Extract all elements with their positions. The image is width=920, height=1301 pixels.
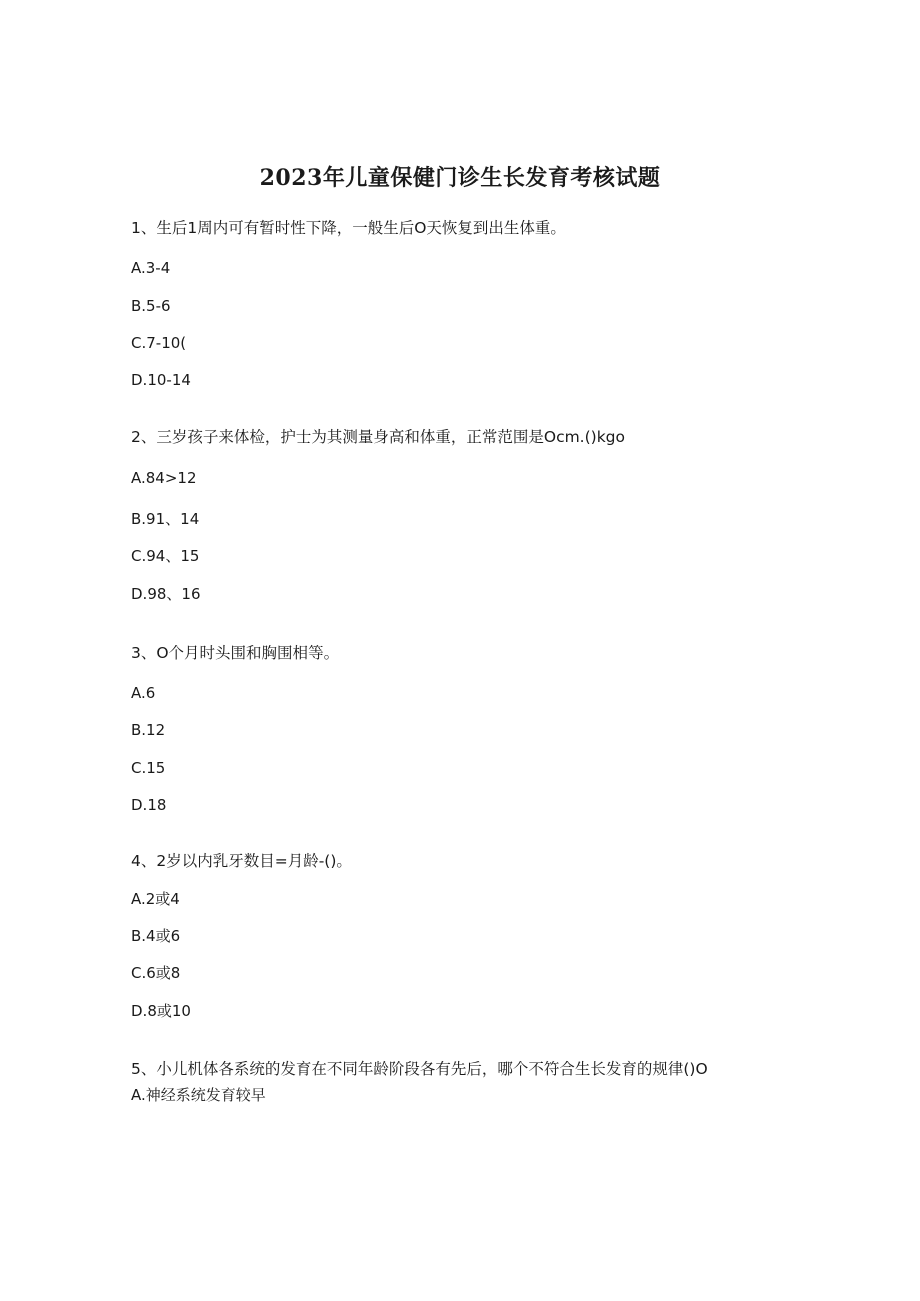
question-5-stem: 5、小儿机体各系统的发育在不同年龄阶段各有先后，哪个不符合生长发育的规律()O (131, 1060, 708, 1078)
question-1-option-d: D.10-14 (131, 371, 191, 389)
question-3-option-b: B.12 (131, 721, 166, 739)
question-5-option-a: A.神经系统发育较早 (131, 1086, 266, 1104)
question-2-option-a: A.84>12 (131, 469, 197, 487)
question-3-option-a: A.6 (131, 684, 156, 702)
question-4-option-a: A.2或4 (131, 890, 180, 908)
question-3-option-d: D.18 (131, 796, 167, 814)
question-3-option-c: C.15 (131, 759, 166, 777)
question-4-stem: 4、2岁以内乳牙数目=月龄-()。 (131, 852, 352, 870)
page-title: 2023年儿童保健门诊生长发育考核试题 (259, 165, 661, 191)
question-2-option-c: C.94、15 (131, 547, 200, 565)
question-3-stem: 3、O个月时头围和胸围相等。 (131, 644, 340, 662)
question-1-option-b: B.5-6 (131, 297, 171, 315)
question-2-stem: 2、三岁孩子来体检，护士为其测量身高和体重，正常范围是Ocm.()kgo (131, 428, 626, 446)
question-2-option-b: B.91、14 (131, 510, 200, 528)
question-1-stem: 1、生后1周内可有暂时性下降，一般生后O天恢复到出生体重。 (131, 219, 566, 237)
question-4-option-d: D.8或10 (131, 1002, 191, 1020)
question-1-option-c: C.7-10( (131, 334, 187, 352)
question-1-option-a: A.3-4 (131, 259, 171, 277)
question-4-option-c: C.6或8 (131, 964, 181, 982)
question-2-option-d: D.98、16 (131, 585, 201, 603)
question-4-option-b: B.4或6 (131, 927, 181, 945)
